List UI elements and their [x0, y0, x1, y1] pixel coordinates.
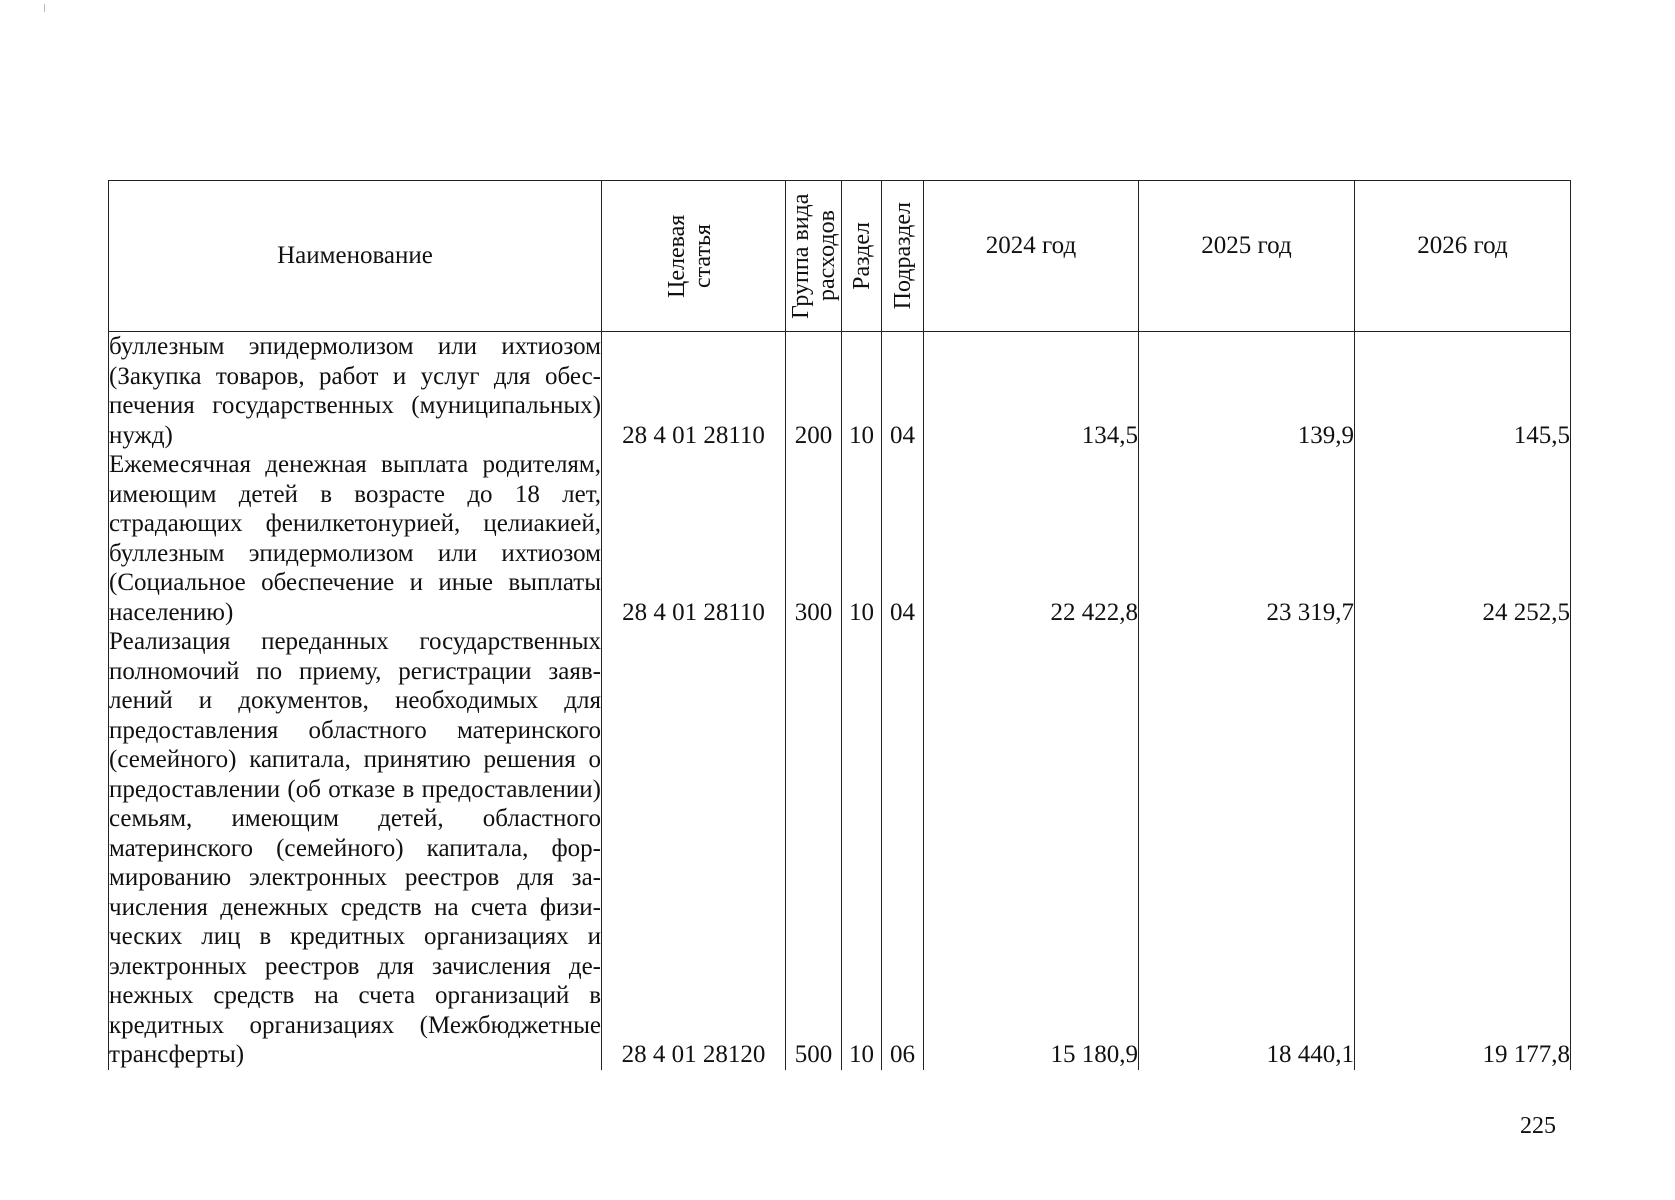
header-section — [842, 181, 882, 332]
header-2024-label: 2024 год — [985, 232, 1077, 260]
row-expense-group: 200 — [786, 332, 842, 451]
header-name-label: Наименование — [277, 242, 433, 270]
row-section: 10 — [842, 627, 882, 1070]
row-subsection: 04 — [882, 450, 924, 627]
row-value-2025: 23 319,7 — [1139, 450, 1355, 627]
row-value-2026: 24 252,5 — [1355, 450, 1571, 627]
header-2026-label: 2026 год — [1417, 232, 1508, 260]
header-section-label: Раздел — [848, 222, 875, 290]
row-name: Ежемесячная денежная выплата родителям, имеющим детей в возрасте до 18 лет, страдающих фенилкетонурией, целиакией, буллезным эпидермолизом или ихтиозом (Социальное обеспечение и иные выплаты населению) — [109, 451, 601, 626]
row-value-2024: 134,5 — [924, 332, 1139, 451]
row-target-article: 28 4 01 28110 — [602, 332, 786, 451]
row-value-2024: 15 180,9 — [924, 627, 1139, 1070]
row-name: Реализация переданных государственных полномочий по приему, регистрации заявлений и документов, необходимых для предоставления областного материнского (семейного) капитала, принятию решения о предоставлении (об отказе в предоставлении) семьям, имеющим детей, областного материнского (семейного) капитала, формированию электронных реестров для зачисления денежных средств на счета физических лиц в кредитных организациях и электронных реестров для зачисления денежных средств на счета организаций в кредитных организациях (Межбюджетные трансферты) — [109, 628, 601, 1068]
header-subsection — [882, 181, 924, 332]
row-subsection: 06 — [882, 627, 924, 1070]
table-row — [109, 332, 1571, 451]
table-header-row — [109, 181, 1571, 332]
row-subsection: 04 — [882, 332, 924, 451]
budget-table — [108, 180, 1571, 1070]
header-target-article-label: Целевая статья — [663, 214, 716, 298]
row-section: 10 — [842, 332, 882, 451]
header-expense-group-label: Группа вида расходов — [787, 193, 840, 319]
row-target-article: 28 4 01 28110 — [602, 450, 786, 627]
scan-mark — [44, 4, 45, 12]
row-value-2024: 22 422,8 — [924, 450, 1139, 627]
header-2025-label: 2025 год — [1201, 232, 1292, 260]
header-2025 — [1139, 181, 1355, 332]
row-value-2026: 19 177,8 — [1355, 627, 1571, 1070]
header-expense-group — [786, 181, 842, 332]
header-name — [109, 181, 602, 332]
row-expense-group: 300 — [786, 450, 842, 627]
row-expense-group: 500 — [786, 627, 842, 1070]
header-2024 — [924, 181, 1139, 332]
row-value-2025: 139,9 — [1139, 332, 1355, 451]
row-name: буллезным эпидермолизом или ихтиозом (Закупка товаров, работ и услуг для обеспечения государственных (муниципальных) нужд) — [109, 333, 601, 449]
table-row — [109, 450, 1571, 627]
header-2026 — [1355, 181, 1571, 332]
table-row — [109, 627, 1571, 1070]
header-target-article — [602, 181, 786, 332]
row-value-2026: 145,5 — [1355, 332, 1571, 451]
page-number: 225 — [1520, 1113, 1556, 1139]
header-subsection-label: Подраздел — [889, 202, 916, 310]
row-section: 10 — [842, 450, 882, 627]
row-target-article: 28 4 01 28120 — [602, 627, 786, 1070]
row-value-2025: 18 440,1 — [1139, 627, 1355, 1070]
